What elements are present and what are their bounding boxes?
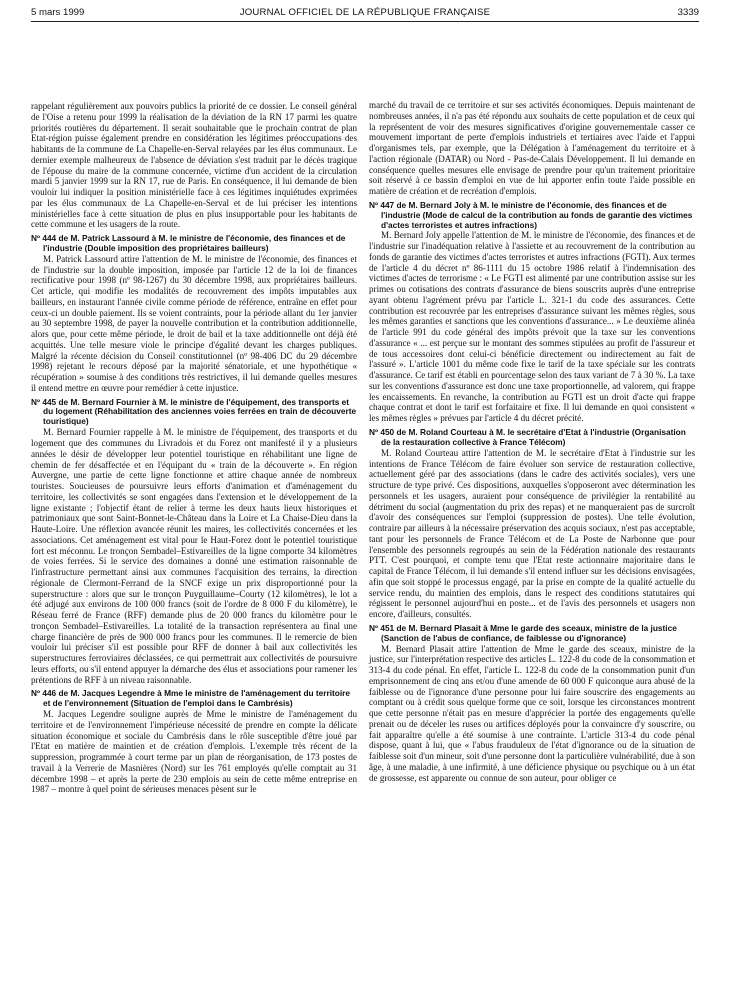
continued-paragraph-right: marché du travail de ce territoire et sur ses activités économiques. Depuis maintenant de nombreuses années, il n'a pas été répondu aux souhaits de cette population et de ceux qui la représentent de voir des mesures significatives d'origine gouvernementale casser ce mouvement important de perte d'emplois industriels et tertiaires avec l'aide et l'appui d'organismes tels, par exemple, que la Délégation à l'aménagement du territoire et à l'action régionale (DATAR) ou Nord - Pas-de-Calais Développement. Il lui demande en conséquence quelles mesures elle envisage de prendre pour qu'un traitement prioritaire soit réservé à ce bassin d'emploi en vue de lui apporter enfin toute l'aide possible en matière de création et de recréation d'emplois. xyxy=(369,100,695,196)
question-445-body: M. Bernard Fournier rappelle à M. le ministre de l'équipement, des transports et du logement que des communes du Livradois et du Forez ont manifesté il y a plusieurs années le désir de développer leur potentiel touristique en réhabilitant une ligne de chemin de fer désaffectée et en l'équipant du « train de la découverte ». En région Auvergne, une partie de cette ligne fonctionne et attire chaque année de nombreux touristes. Soucieuses de poursuivre leurs efforts d'animation et d'aménagement du territoire, les collectivités se sont engagées dans l'extension et le développement de la ligne existante ; l'objectif étant de relier à terme les deux hauts lieux historiques et patrimoniaux que sont Saint-Bonnet-le-Château dans la Loire et La Chaise-Dieu dans la Haute-Loire. Une réflexion avancée réunit les maires, les collectivités concernées et les associations. Cet aménagement est vital pour le Haut-Forez dont le potentiel touristique fort est méconnu. Le tronçon Sembadel–Estivareilles de la ligne comporte 34 kilomètres de voies ferrées. Si le service des domaines a donné une estimation raisonnable de l'infrastructure permettant ainsi aux communes l'acquisition des terrains, la direction régionale de Clermont-Ferrand de la SNCF exige un prix disproportionné pour la superstructure : alors que sur le tronçon Puyguillaume–Courty (12 kilomètres), le lot a été adjugé aux environs de 100 000 francs (soit de l'ordre de 8 000 F du kilomètre), le Réseau ferré de France (RFF) demande plus de 20 000 francs du kilomètre pour le tronçon Sembadel–Estivareilles. La totalité de la transaction représentera au final une charge financière de près de 900 000 francs pour les communes. Il le remercie de bien vouloir lui préciser s'il est possible pour RFF de donner à bail aux collectivités les superstructures ferroviaires déclassées, ce qui permettrait aux collectivités de poursuivre leurs efforts, ou s'il entend appuyer la démarche des élus et associations pour ramener les prétentions de RFF à un niveau raisonnable. xyxy=(31,427,357,685)
header-rule xyxy=(31,21,699,22)
question-446-heading: Nº 446 de M. Jacques Legendre à Mme le ministre de l'aménagement du territoire et de l'environnement (Situation de l'emploi dans le Cambrésis) xyxy=(31,688,351,709)
question-446-body: M. Jacques Legendre souligne auprès de Mme le ministre de l'aménagement du territoire et de l'environnement l'impérieuse nécessité de prendre en compte la délicate situation économique et sociale du Cambrésis dans le rôle susceptible d'être joué par l'Etat en matière de maintien et de création d'emplois. L'exemple très récent de la suppression, programmée à court terme par un plan de réorganisation, de 173 postes de travail à la Verrerie de Masnières (Nord) sur les 761 employés qu'elle comptait au 31 décembre 1998 – et après la perte de 230 emplois au sein de cette même entreprise en 1987 – montre à quel point de sérieuses menaces pèsent sur le xyxy=(31,709,357,795)
question-444-body: M. Patrick Lassourd attire l'attention de M. le ministre de l'économie, des finances et de l'industrie sur la double imposition, imposée par l'article 12 de la loi de finances rectificative pour 1998 (nº 98-1267) du 30 décembre 1998, aux propriétaires bailleurs. Cet article, qui modifie les modalités de recouvrement des impôts imputables aux bailleurs, en instaurant l'année civile comme période de référence, entraîne en effet pour ceux-ci un double paiement. Ils se voient contraints, pour la période allant du 1er janvier au 30 septembre 1998, de payer la nouvelle contribution et la contribution additionnelle, alors que, pour cette même période, le droit de bail et la taxe additionnelle ont déjà été acquittés. Une telle mesure viole le principe d'égalité devant les charges publiques. Malgré la récente décision du Conseil constitutionnel (nº 98-406 DC du 29 décembre 1998) rejetant le recours déposé par la majorité sénatoriale, et une hypothétique « récupération » soumise à des conditions très restrictives, il lui demande quelles mesures il entend mettre en œuvre pour remédier à cette injustice. xyxy=(31,253,357,393)
question-444-heading: Nº 444 de M. Patrick Lassourd à M. le ministre de l'économie, des finances et de l'industrie (Double imposition des propriétaires bailleurs) xyxy=(31,233,346,253)
question-447-heading: Nº 447 de M. Bernard Joly à M. le ministre de l'économie, des finances et de l'industrie (Mode de calcul de la contribution au fonds de garantie des victimes d'actes terroristes et autres infractions) xyxy=(369,199,693,230)
left-column xyxy=(31,101,357,795)
question-451-body: M. Bernard Plasait attire l'attention de Mme le garde des sceaux, ministre de la justice, sur l'interprétation respective des articles L. 122-8 du code de la consommation et 313-4 du code pénal. En effet, l'article L. 122-8 du code de la consommation punit d'un emprisonnement de cinq ans et/ou d'une amende de 60 000 F quiconque aura abusé de la faiblesse ou de l'ignorance d'une personne pour lui faire souscrire des engagements au comptant ou à crédit sous quelque forme que ce soit, lorsque les circonstances montrent que cette personne n'était pas en mesure d'apprécier la portée des engagements qu'elle prenait ou de déceler les ruses ou artifices déployés pour la convaincre d'y souscrire, ou fait apparaître qu'elle a été soumise à une contrainte. L'article 313-4 du code pénal dispose, quant à lui, que « l'abus frauduleux de l'état d'ignorance ou de la situation de faiblesse soit d'un mineur, soit d'une personne dont la particulière vulnérabilité, due à son âge, à une maladie, à une infirmité, à une déficience physique ou psychique ou à un état de grossesse, est apparente ou connue de son auteur, pour obliger ce xyxy=(369,643,695,783)
continued-paragraph: rappelant régulièrement aux pouvoirs publics la priorité de ce dossier. Le conseil général de l'Oise a retenu pour 1999 la réalisation de la déviation de la RN 17 parmi les quatre priorités routières du département. Il serait souhaitable que le prochain contrat de plan Etat-région puisse également prendre en considération les légitimes préoccupations des habitants de la commune de La Chapelle-en-Serval relayées par les élus communaux. Le dernier exemple malheureux de l'absence de déviation s'est traduit par le décès tragique de l'épouse du maire de la commune concernée, victime d'un accident de la circulation mardi 5 janvier 1999 sur la RN 17, rue de Paris. En conséquence, il lui demande de bien vouloir lui indiquer la position ministérielle face à ces légitimes inquiétudes exprimées par les élus communaux de La Chapelle-en-Serval et de lui préciser les intentions ministérielles face à cette situation de plus en plus insupportable pour les habitants de cette commune et les usagers de la route. xyxy=(31,101,357,230)
right-column xyxy=(369,100,695,783)
question-447-body: M. Bernard Joly appelle l'attention de M. le ministre de l'économie, des finances et de l'industrie sur l'inadéquation relative à l'assiette et au recouvrement de la contribution au fonds de garantie des victimes d'actes terroristes et autres infractions (FGTI). Aux termes de l'article 4 du décret nº 86-1111 du 15 octobre 1986 relatif à l'indemnisation des victimes d'actes de terrorisme : « Le FGTI est alimenté par une contribution assise sur les primes ou cotisations des contrats d'assurance de biens souscrits auprès d'une entreprise ayant obtenu l'agrément prévu par l'article L. 321-1 du code des assurances. Cette contribution est recouvrée par les entreprises d'assurance suivant les mêmes règles, sous les mêmes garanties et sanctions que les conventions d'assurance... » Le deuxième alinéa de l'article 991 du code général des impôts prévoit que la taxe sur les conventions d'assurance « ... est perçue sur le montant des sommes stipulées au profit de l'assureur et de tous accessoires dont celui-ci bénéficie directement ou indirectement au fait de l'assuré ». L'article 1001 du même code fixe le tarif de la taxe spéciale sur les contrats d'assurance. Ce tarif est établi en pourcentage selon des taux variant de 7 à 30 %. La taxe sur les conventions d'assurance est donc une taxe proportionnelle, ad valorem, qui frappe les encaissements. En revanche, la contribution au FGTI est un droit d'acte qui frappe chaque contrat et dont le tarif est forfaitaire et fixe. Il lui demande en quoi consistent « les mêmes règles » prévues par l'article 4 du décret précité. xyxy=(369,230,695,424)
question-451-heading: Nº 451 de M. Bernard Plasait à Mme le garde des sceaux, ministre de la justice (Sanction de l'abus de confiance, de faiblesse ou d'ignorance) xyxy=(369,622,677,643)
header-date: 5 mars 1999 xyxy=(31,7,85,18)
question-450-body: M. Roland Courteau attire l'attention de M. le secrétaire d'Etat à l'industrie sur les intentions de France Télécom de faire évoluer son service de restauration collective, actuellement géré par des associations (dans le cadre des activités sociales), vers une structure de type privé. Ces dispositions, auxquelles s'opposeront avec détermination les personnels et les usagers, auraient pour conséquence de privilégier la rentabilité au détriment du social (augmentation du prix des repas) et ne manqueraient pas de surcroît d'avoir des conséquences sur l'emploi (suppression de postes). Une telle évolution, contraire par ailleurs à la nécessaire préservation des acquis sociaux, n'est pas acceptable, tant pour les personnels de France Télécom et de La Poste de Narbonne que pour l'ensemble des personnels regroupés au sein de la Fédération nationale des restaurants PTT. C'est pourquoi, et compte tenu que l'Etat reste actionnaire majoritaire dans le capital de France Télécom, il lui demande s'il entend influer sur les décisions envisagées, afin que soit stoppé le processus engagé, par la prise en compte de la qualité actuelle du service rendu, du maintien des emplois, dans le respect des conditions statutaires qui régissent le personnel aujourd'hui en poste... et de l'avis des personnels et usagers non encore, d'ailleurs, consultés. xyxy=(369,447,695,620)
page-number: 3339 xyxy=(677,7,699,18)
running-header xyxy=(31,6,699,22)
journal-title: JOURNAL OFFICIEL DE LA RÉPUBLIQUE FRANÇAISE xyxy=(239,7,491,18)
question-450-heading: Nº 450 de M. Roland Courteau à M. le secrétaire d'Etat à l'industrie (Organisation de la restauration collective à France Télécom) xyxy=(369,426,686,447)
question-445-heading: Nº 445 de M. Bernard Fournier à M. le ministre de l'équipement, des transports et du logement (Réhabilitation des anciennes voies ferrées en train de découverte touristique) xyxy=(31,396,357,427)
